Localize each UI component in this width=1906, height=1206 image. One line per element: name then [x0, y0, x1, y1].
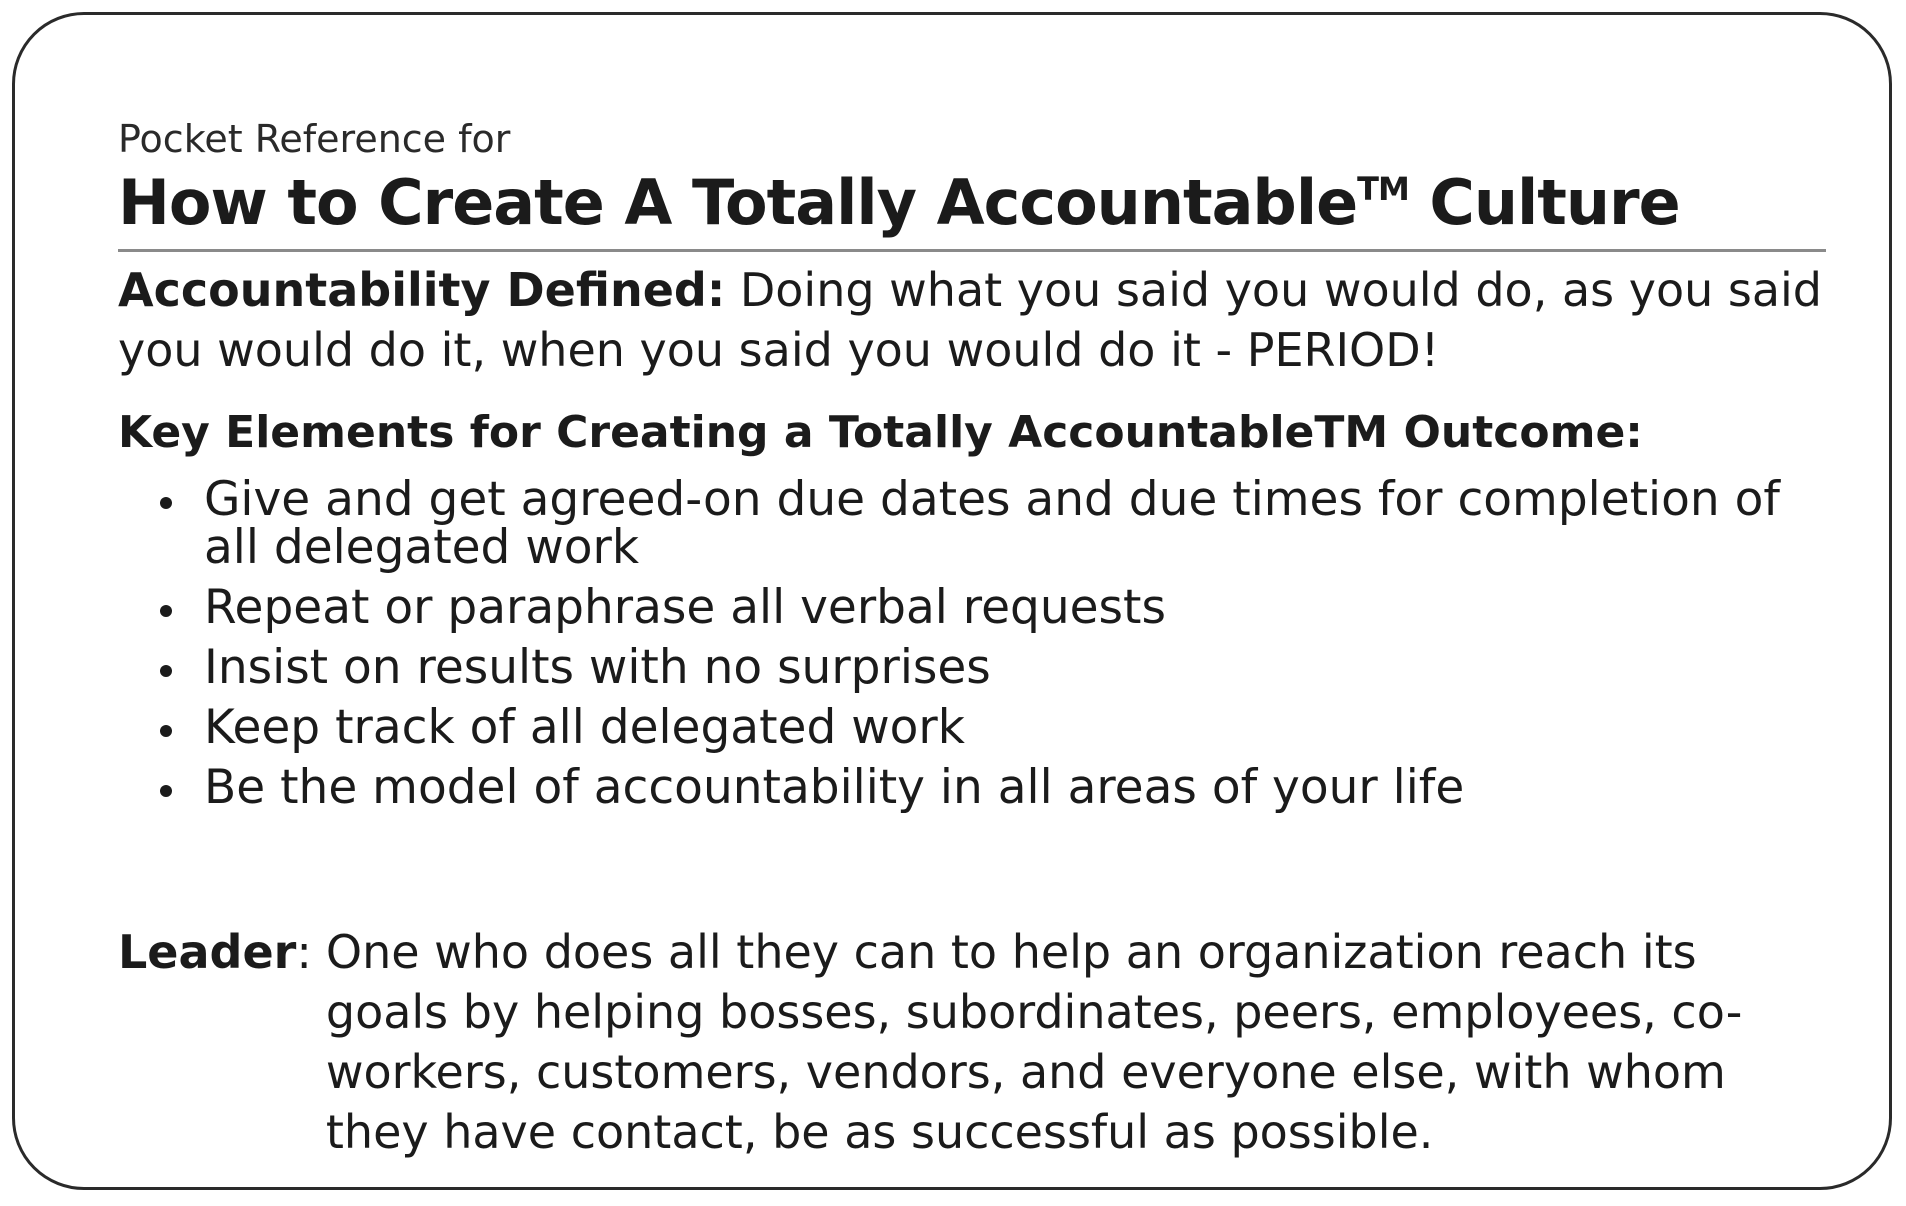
title-divider — [118, 249, 1826, 252]
key-elements-heading: Key Elements for Creating a Totally AccountableTM Outcome: — [118, 407, 1643, 458]
card-content — [118, 115, 1828, 1162]
definition-label: Accountability Defined: — [118, 263, 726, 317]
bullet-icon — [160, 497, 172, 509]
leader-colon: : — [296, 925, 312, 979]
bullet-icon — [160, 785, 172, 797]
key-elements-list — [118, 472, 1828, 815]
leader-text: One who does all they can to help an organization reach its goals by helping bosses, subordinates, peers, employees, co-workers, customers, vendors, and everyone else, with whom they have contact, be as successful as possible. — [325, 925, 1743, 1159]
definition-text: Doing what you said you would do, as you said you would do it, when you said you would do it - PERIOD! — [118, 263, 1823, 377]
card-title-main: How to Create A Totally Accountable — [118, 166, 1358, 239]
accountability-definition — [118, 260, 1828, 380]
card-subtitle: Pocket Reference for — [118, 117, 511, 161]
list-item — [160, 640, 1828, 695]
list-item-text: Be the model of accountability in all areas of your life — [204, 760, 1465, 815]
list-item — [160, 580, 1828, 635]
list-item-text: Repeat or paraphrase all verbal requests — [204, 580, 1166, 635]
bullet-icon — [160, 725, 172, 737]
list-item — [160, 472, 1828, 575]
list-item-text: Insist on results with no surprises — [204, 640, 991, 695]
trademark-symbol: TM — [1357, 170, 1409, 208]
bullet-icon — [160, 665, 172, 677]
list-item — [160, 760, 1828, 815]
leader-label: Leader — [118, 925, 297, 979]
bullet-icon — [160, 605, 172, 617]
card-title-end: Culture — [1408, 166, 1680, 239]
leader-definition — [118, 922, 1828, 1162]
list-item-text: Keep track of all delegated work — [204, 700, 965, 755]
list-item — [160, 700, 1828, 755]
reference-card — [12, 12, 1892, 1190]
card-title — [118, 163, 1828, 243]
list-item-text: Give and get agreed-on due dates and due times for completion of all delegated work — [204, 472, 1780, 575]
